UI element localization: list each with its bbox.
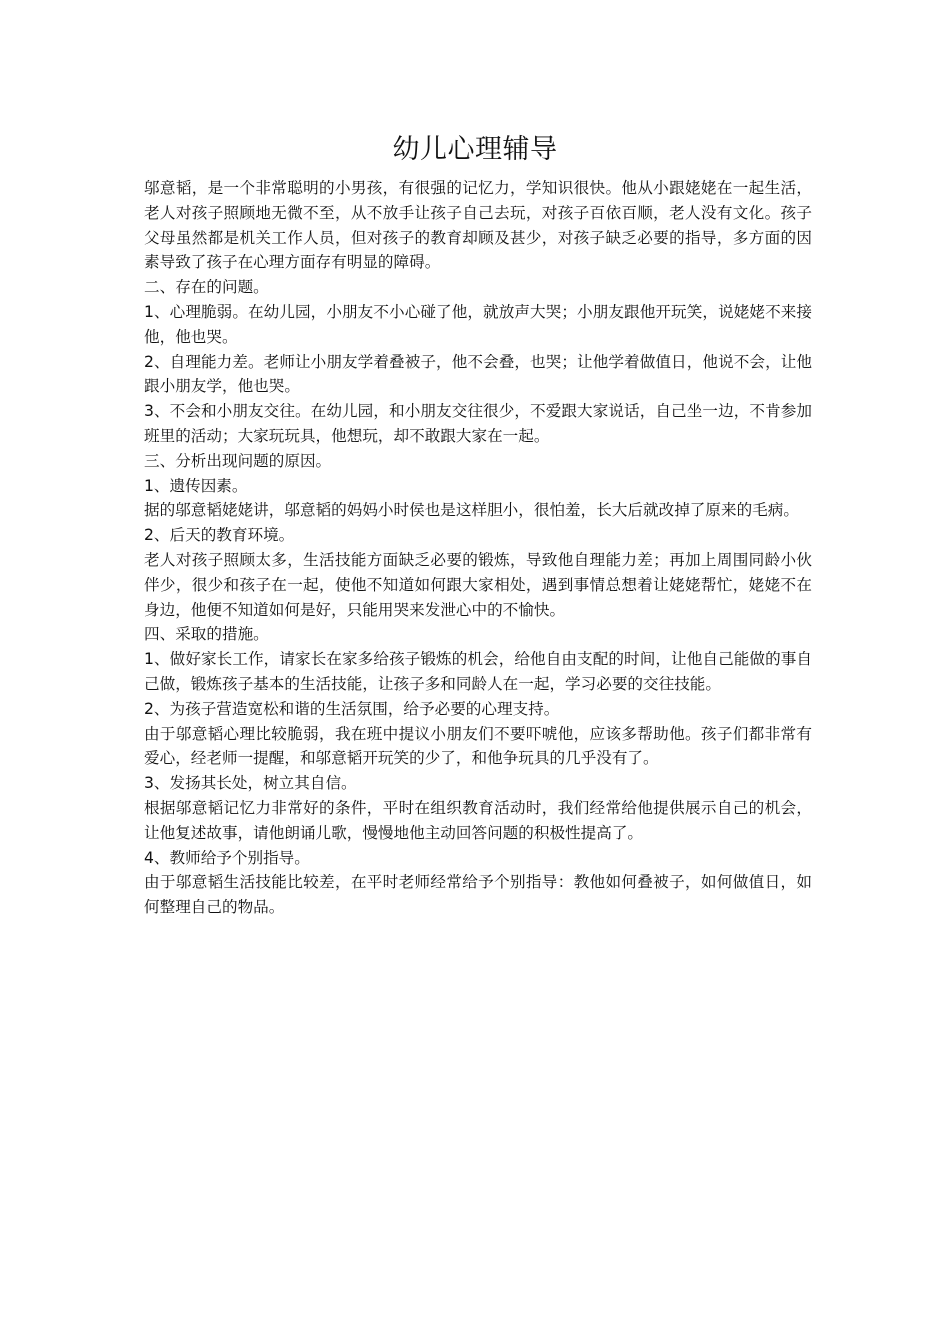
section-heading-problems: 二、存在的问题。 xyxy=(144,278,269,297)
section-heading-causes: 三、分析出现问题的原因。 xyxy=(144,451,332,470)
cause-paragraph-2: 老人对孩子照顾太多，生活技能方面缺乏必要的锻炼，导致他自理能力差；再加上周围同龄小伙伴少，很少和孩子在一起，使他不知道如何跟大家相处，遇到事情总想着让姥姥帮忙，姥姥不在身边，他便不知道如何是好，只能用哭来发泄心中的不愉快。 xyxy=(144,550,812,619)
cause-paragraph-1: 据的邬意韬姥姥讲，邬意韬的妈妈小时侯也是这样胆小，很怕羞，长大后就改掉了原来的毛病。 xyxy=(144,501,799,520)
cause-heading-2: 2、后天的教育环境。 xyxy=(144,526,295,545)
measure-heading-4: 4、教师给予个别指导。 xyxy=(144,848,310,867)
problem-item-3: 3、不会和小朋友交往。在幼儿园，和小朋友交往很少，不爱跟大家说话，自己坐一边，不肯参加班里的活动；大家玩玩具，他想玩，却不敢跟大家在一起。 xyxy=(144,402,812,445)
intro-paragraph: 邬意韬，是一个非常聪明的小男孩，有很强的记忆力，学知识很快。他从小跟姥姥在一起生活，老人对孩子照顾地无微不至，从不放手让孩子自己去玩，对孩子百依百顺，老人没有文化。孩子父母虽然都是机关工作人员，但对孩子的教育却顾及甚少，对孩子缺乏必要的指导，多方面的因素导致了孩子在心理方面存有明显的障碍。 xyxy=(144,179,812,272)
measure-paragraph-2: 由于邬意韬心理比较脆弱，我在班中提议小朋友们不要吓唬他，应该多帮助他。孩子们都非常有爱心，经老师一提醒，和邬意韬开玩笑的少了，和他争玩具的几乎没有了。 xyxy=(144,724,812,768)
measure-item-1: 1、做好家长工作，请家长在家多给孩子锻炼的机会，给他自由支配的时间，让他自己能做的事自己做，锻炼孩子基本的生活技能，让孩子多和同龄人在一起，学习必要的交往技能。 xyxy=(144,650,812,693)
cause-heading-1: 1、遗传因素。 xyxy=(144,476,248,495)
document-title: 幼儿心理辅导 xyxy=(392,134,558,165)
measure-paragraph-3: 根据邬意韬记忆力非常好的条件，平时在组织教育活动时，我们经常给他提供展示自己的机会，让他复述故事，请他朗诵儿歌，慢慢地他主动回答问题的积极性提高了。 xyxy=(144,798,812,842)
document-body xyxy=(144,176,812,920)
problem-item-1: 1、心理脆弱。在幼儿园，小朋友不小心碰了他，就放声大哭；小朋友跟他开玩笑，说姥姥不来接他，他也哭。 xyxy=(144,302,812,346)
section-heading-measures: 四、采取的措施。 xyxy=(144,625,269,644)
problem-item-2: 2、自理能力差。老师让小朋友学着叠被子，他不会叠，也哭；让他学着做值日，他说不会，让他跟小朋友学，他也哭。 xyxy=(144,352,812,396)
measure-paragraph-4: 由于邬意韬生活技能比较差，在平时老师经常给予个别指导：教他如何叠被子，如何做值日，如何整理自己的物品。 xyxy=(144,873,812,917)
measure-heading-2: 2、为孩子营造宽松和谐的生活氛围，给予必要的心理支持。 xyxy=(144,699,560,718)
measure-heading-3: 3、发扬其长处，树立其自信。 xyxy=(144,774,357,793)
